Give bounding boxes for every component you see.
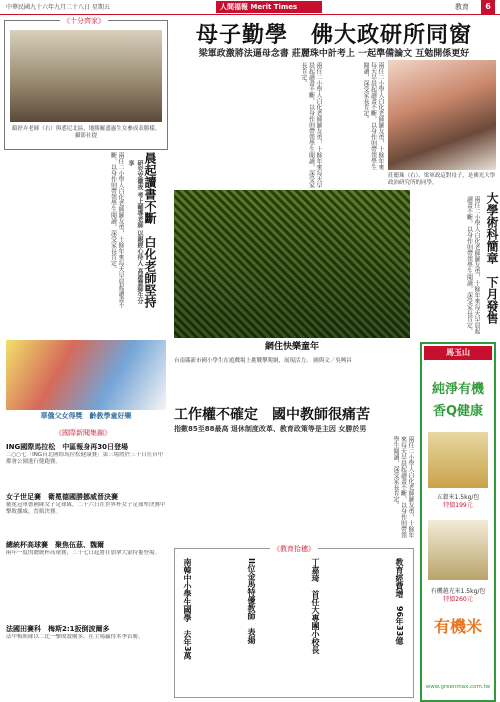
teacher-rights-subhead: 指數85至88最高 退休制度改革、教育政策等是主因 女勝於男 <box>174 425 367 433</box>
ad-slogan-1: 純淨有機 <box>431 382 484 397</box>
mother-son-photo <box>388 60 496 170</box>
news-item-body: 法甲梅斯隊以二比一擊敗波爾多，在主場贏得本季首勝。 <box>6 634 144 640</box>
climbing-net-photo <box>174 190 410 338</box>
ad-price-1: 特價199元 <box>443 502 473 509</box>
ad-product-1: 五穀米1.5kg/包 <box>436 494 480 501</box>
ad-website-link[interactable]: www.greenmax.com.tw <box>425 684 491 690</box>
top-story-body-mid: 兩任二小學人白化老師羅友勇，十餘年來每天早晨起讀書不斷，以身作則帶領學生閱讀，深受家長肯定。 <box>362 62 384 170</box>
issue-date: 中華民國九十六年九月二十八日 星期五 <box>6 4 110 11</box>
section-name: 教育 <box>455 3 469 11</box>
newspaper-logo: 人間福報 Merit Times <box>216 1 322 13</box>
news-item-title: 法國田賽科 梅斯2:1扳倒波爾多 <box>6 625 110 633</box>
news-item-body: 衛冕冠軍德國隊女子足球隊，二十六日在世界杯女子足球準決賽中擊敗挪威，晉級決賽。 <box>6 502 166 515</box>
teacher-story-subhead: 研究安徽夜 考上輔導老師 以親經心待人 高雄慧師生分享 <box>127 160 143 305</box>
news-item-body: 兩年一度的總統杯高球賽，二十七日起將在加拿大蒙特婁登場。 <box>6 550 161 556</box>
ad-brand-logo: 馬玉山 <box>424 346 492 360</box>
top-story-title: 母子勤學 佛大政研所同窗 <box>195 22 472 48</box>
page-number: 6 <box>481 0 495 14</box>
teacher-story-headline: 晨起讀書不斷 白化老師堅持 <box>143 152 157 308</box>
children-photo <box>6 340 166 410</box>
education-briefs-tag: 《教育拾穗》 <box>270 544 318 554</box>
classroom-photo-caption: 顏妤卉老師（右）與悉尼北區，地勝羅盛惠生女參成表勝樣。 攝影社提 <box>11 126 161 139</box>
top-story-photo-caption: 莊麗珠（右）、梁軍政這對母子，是佛光大學政治研究所的同學。 <box>388 173 496 186</box>
top-story-body-left: 兩任二小學人白化老師羅友勇，十餘年來每天早晨起讀書不斷，以身作則帶領學生閱讀，深受家長肯定。 <box>300 62 322 188</box>
news-item-body: 二○○七「ING台北國際馬拉松健康賽」第三場將於三十日在台中都會公園進行健跑賽。 <box>6 452 164 465</box>
brief-headline: 南韓中小學生國學 去年3萬 <box>183 558 192 660</box>
classroom-photo <box>10 30 162 122</box>
ad-price-2: 特價260元 <box>443 596 473 603</box>
news-item-title: 總統杯高球賽 聚焦伍茲、魏爾 <box>6 541 104 549</box>
exam-story-body: 兩任二小學人白化老師羅友勇，十餘年來每天早晨起讀書不斷，以身作則帶領學生閱讀，深受家長肯定。 <box>465 196 480 334</box>
brief-headline: II位金馬特優教師 表揚 <box>247 558 256 644</box>
ad-slogan-2: 香Q健康 <box>432 404 484 419</box>
family-section-tag: 《十分齊家》 <box>60 16 108 26</box>
children-photo-caption: 華僑父女得獎 齡教學童好樂 <box>40 412 132 420</box>
net-photo-title: 網住快樂童年 <box>264 342 319 352</box>
ad-rice-image <box>428 520 488 580</box>
brief-headline: 丁嘉琦 首任大專團小校長 <box>311 558 320 654</box>
news-item-title: 女子世足賽 衛冕德國勝挪威晉決賽 <box>6 493 118 501</box>
ad-product-2: 有機越光米1.5kg/包 <box>430 588 486 595</box>
ad-product-image <box>428 432 488 488</box>
teacher-rights-headline: 工作權不確定 國中教師很痛苦 <box>174 407 370 423</box>
header-rule <box>0 14 500 15</box>
brief-headline: 教育經費增 96年33億 <box>395 558 404 645</box>
net-photo-credit: 台南縣新市國小學生在遊戲場上挑戰攀爬網，展現活力。 圖與文／吳興昌 <box>174 358 352 364</box>
education-briefs-box <box>174 548 414 698</box>
exam-story-headline: 大學術科簡章 下月發售 <box>485 192 499 324</box>
top-story-subtitle: 梁軍政激將法逼母念書 莊麗珠中計考上 一起準備論文 互勉開係更好 <box>198 49 470 59</box>
news-brief-tag: 《國際新聞集錦》 <box>52 428 114 438</box>
teacher-story-body: 兩任二小學人白化老師羅友勇，十餘年來每天早晨起讀書不斷，以身作則帶領學生閱讀，深受家長肯定。 <box>109 152 124 308</box>
teacher-rights-body: 兩任二小學人白化老師羅友勇，十餘年來每天早晨起讀書不斷，以身作則帶領學生閱讀，深受家長肯定。 <box>392 436 414 538</box>
ad-promo: 有機米 <box>433 617 482 636</box>
news-item-title: ING國際馬拉松 中區報身再30日登場 <box>6 443 128 451</box>
